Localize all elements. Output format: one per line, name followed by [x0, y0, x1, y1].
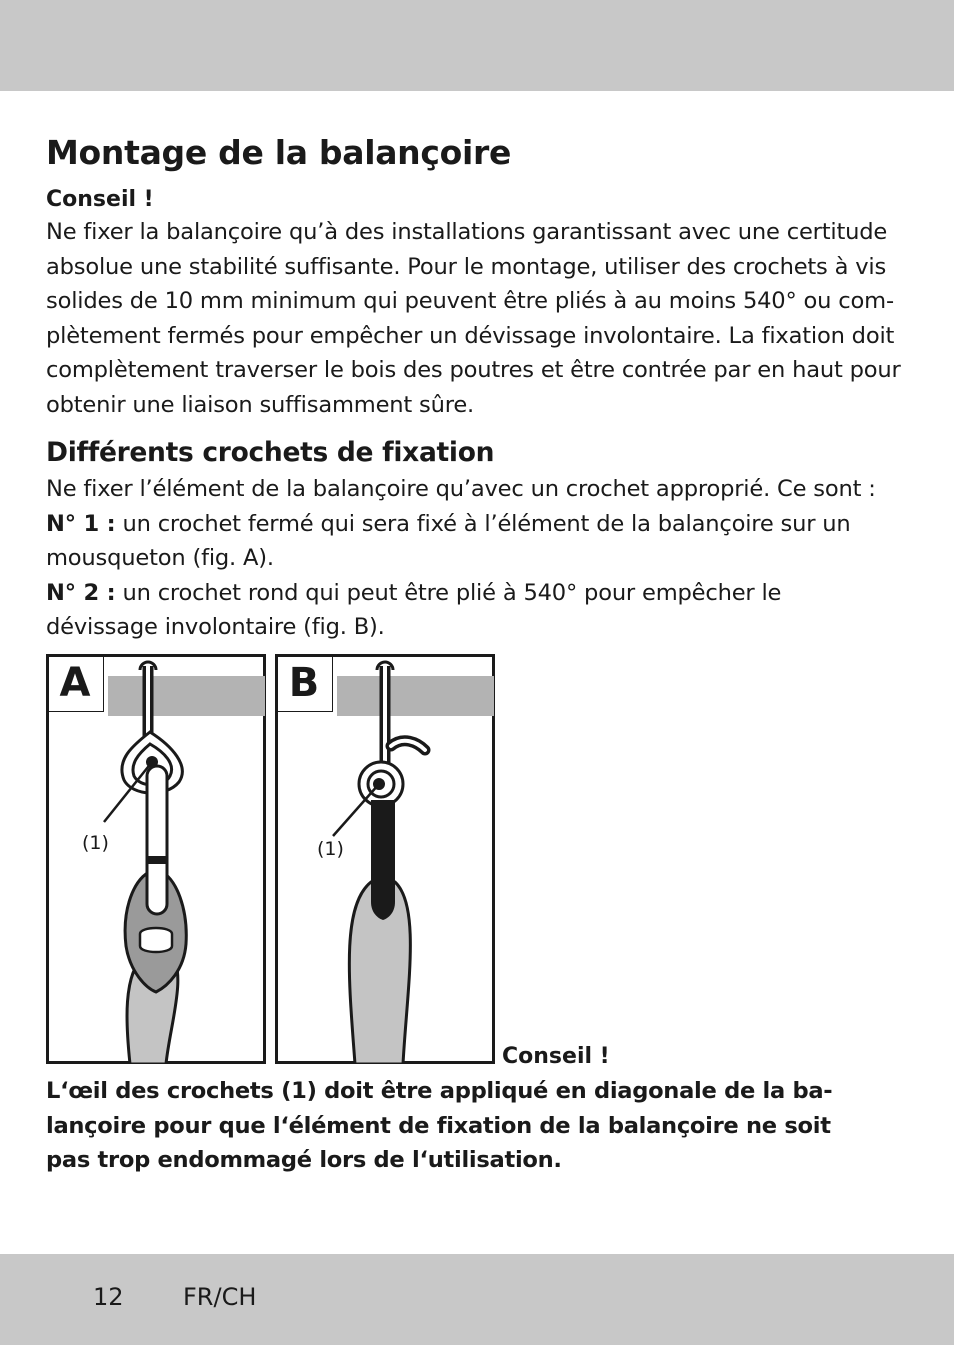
item-2-text: un crochet rond qui peut être plié à 540° pour empêcher le	[115, 579, 782, 606]
tip-line: solides de 10 mm minimum qui peuvent être pliés à au moins 540° ou com-	[46, 288, 894, 314]
page-title: Montage de la balançoire	[46, 133, 512, 172]
footer-band	[0, 1254, 954, 1345]
item-1-text: un crochet fermé qui sera fixé à l’élément de la balançoire sur un	[115, 510, 851, 537]
tip-line: absolue une stabilité suffisante. Pour le montage, utiliser des crochets à vis	[46, 253, 887, 280]
tip-2-line: L‘œil des crochets (1) doit être appliqué en diagonale de la ba-	[46, 1078, 833, 1104]
section-subtitle: Différents crochets de fixation	[46, 437, 495, 468]
tip-line: plètement fermés pour empêcher un dévissage involontaire. La fixation doit	[46, 322, 895, 349]
header-band	[0, 0, 954, 91]
figure-b	[275, 654, 495, 1064]
tip-paragraph-2	[46, 1074, 906, 1178]
tip-line: complètement traverser le bois des poutres et être contrée par en haut pour	[46, 357, 901, 383]
figures	[46, 654, 496, 1066]
hooks-paragraph	[46, 472, 906, 645]
figure-b-callout: (1)	[317, 838, 344, 860]
figure-b-letter-text: B	[288, 660, 320, 706]
figure-a-callout: (1)	[82, 832, 109, 854]
item-2-text-cont: dévissage involontaire (fig. B).	[46, 614, 385, 640]
tip-heading-2: Conseil !	[502, 1044, 610, 1069]
main-content	[46, 133, 906, 645]
hooks-intro: Ne fixer l’élément de la balançoire qu’avec un crochet approprié. Ce sont :	[46, 476, 876, 502]
figure-b-illustration	[275, 654, 495, 1064]
item-2-label: N° 2 :	[46, 579, 116, 606]
item-1-label: N° 1 :	[46, 510, 116, 537]
tip-line: obtenir une liaison suffisamment sûre.	[46, 391, 475, 418]
figure-a-illustration	[46, 654, 266, 1064]
tip-2-line: pas trop endommagé lors de l‘utilisation.	[46, 1147, 562, 1173]
figure-a-letter-text: A	[59, 660, 91, 706]
item-1-text-cont: mousqueton (fig. A).	[46, 545, 274, 571]
tip-heading: Conseil !	[46, 187, 154, 212]
figure-a-letter	[46, 654, 104, 712]
tip-line: Ne fixer la balançoire qu’à des installations garantissant avec une certitude	[46, 219, 888, 245]
tip-paragraph	[46, 215, 906, 422]
figure-a	[46, 654, 266, 1064]
tip-2-line: lançoire pour que l‘élément de fixation de la balançoire ne soit	[46, 1112, 831, 1139]
page-number: 12	[93, 1283, 124, 1311]
figure-b-letter	[275, 654, 333, 712]
language-code: FR/CH	[183, 1283, 257, 1311]
